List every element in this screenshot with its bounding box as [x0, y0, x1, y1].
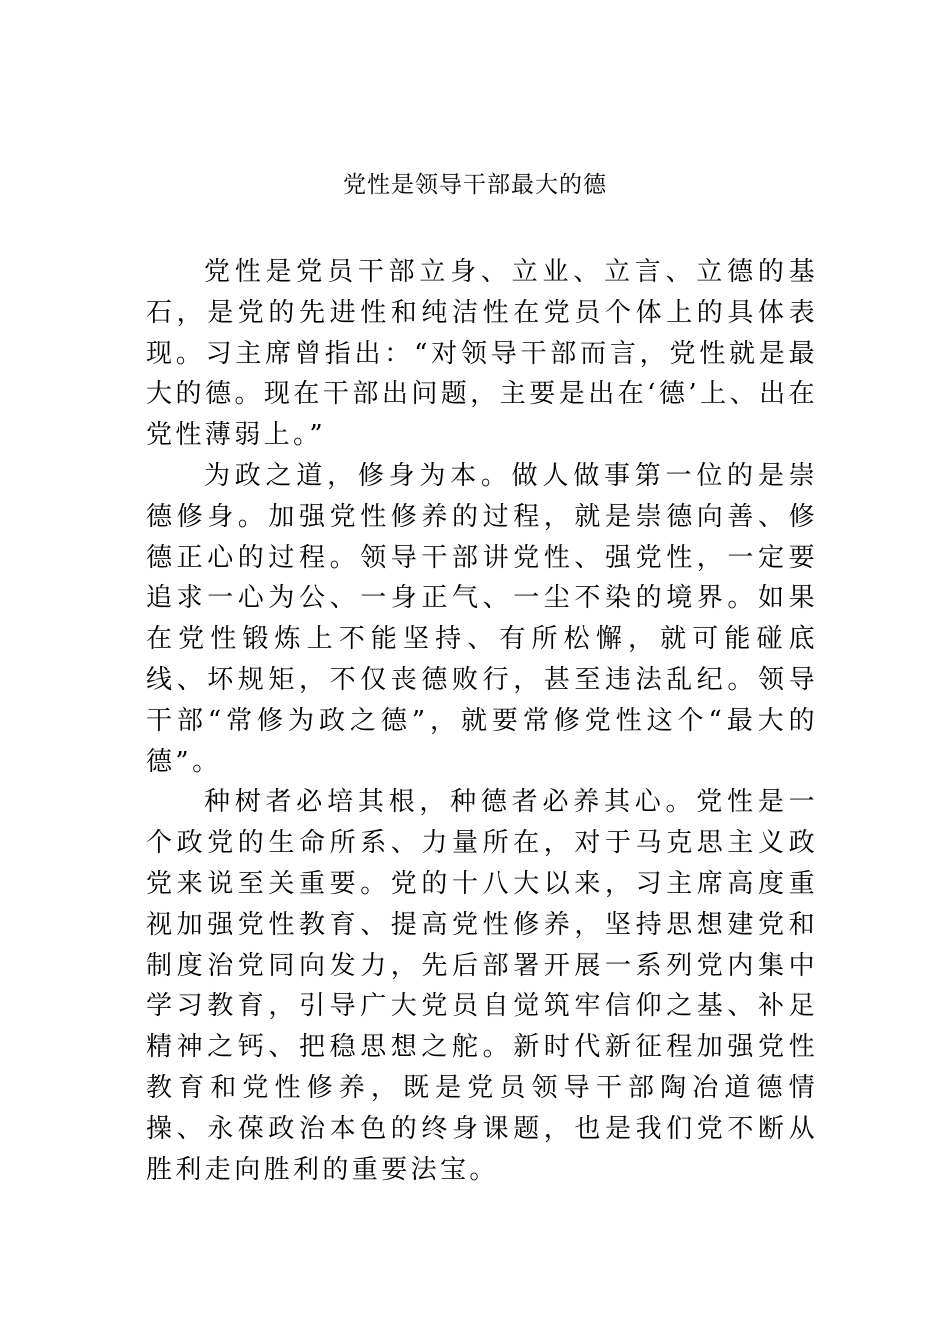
paragraph-2: 为政之道，修身为本。做人做事第一位的是崇德修身。加强党性修养的过程，就是崇德向善、修德正心的过程。领导干部讲党性、强党性，一定要追求一心为公、一身正气、一尘不染的境界。如果在党性锻炼上不能坚持、有所松懈，就可能碰底线、坏规矩，不仅丧德败行，甚至违法乱纪。领导干部“常修为政之德”，就要常修党性这个“最大的德”。	[146, 460, 818, 777]
paragraph-1: 党性是党员干部立身、立业、立言、立德的基石，是党的先进性和纯洁性在党员个体上的具体表现。习主席曾指出：“对领导干部而言，党性就是最大的德。现在干部出问题，主要是出在‘德’上、出在党性薄弱上。”	[146, 257, 818, 451]
document-body	[146, 252, 818, 1190]
document-title: 党性是领导干部最大的德	[343, 172, 607, 198]
paragraph-3: 种树者必培其根，种德者必养其心。党性是一个政党的生命所系、力量所在，对于马克思主义政党来说至关重要。党的十八大以来，习主席高度重视加强党性教育、提高党性修养，坚持思想建党和制度治党同向发力，先后部署开展一系列党内集中学习教育，引导广大党员自觉筑牢信仰之基、补足精神之钙、把稳思想之舵。新时代新征程加强党性教育和党性修养，既是党员领导干部陶冶道德情操、永葆政治本色的终身课题，也是我们党不断从胜利走向胜利的重要法宝。	[146, 787, 818, 1185]
